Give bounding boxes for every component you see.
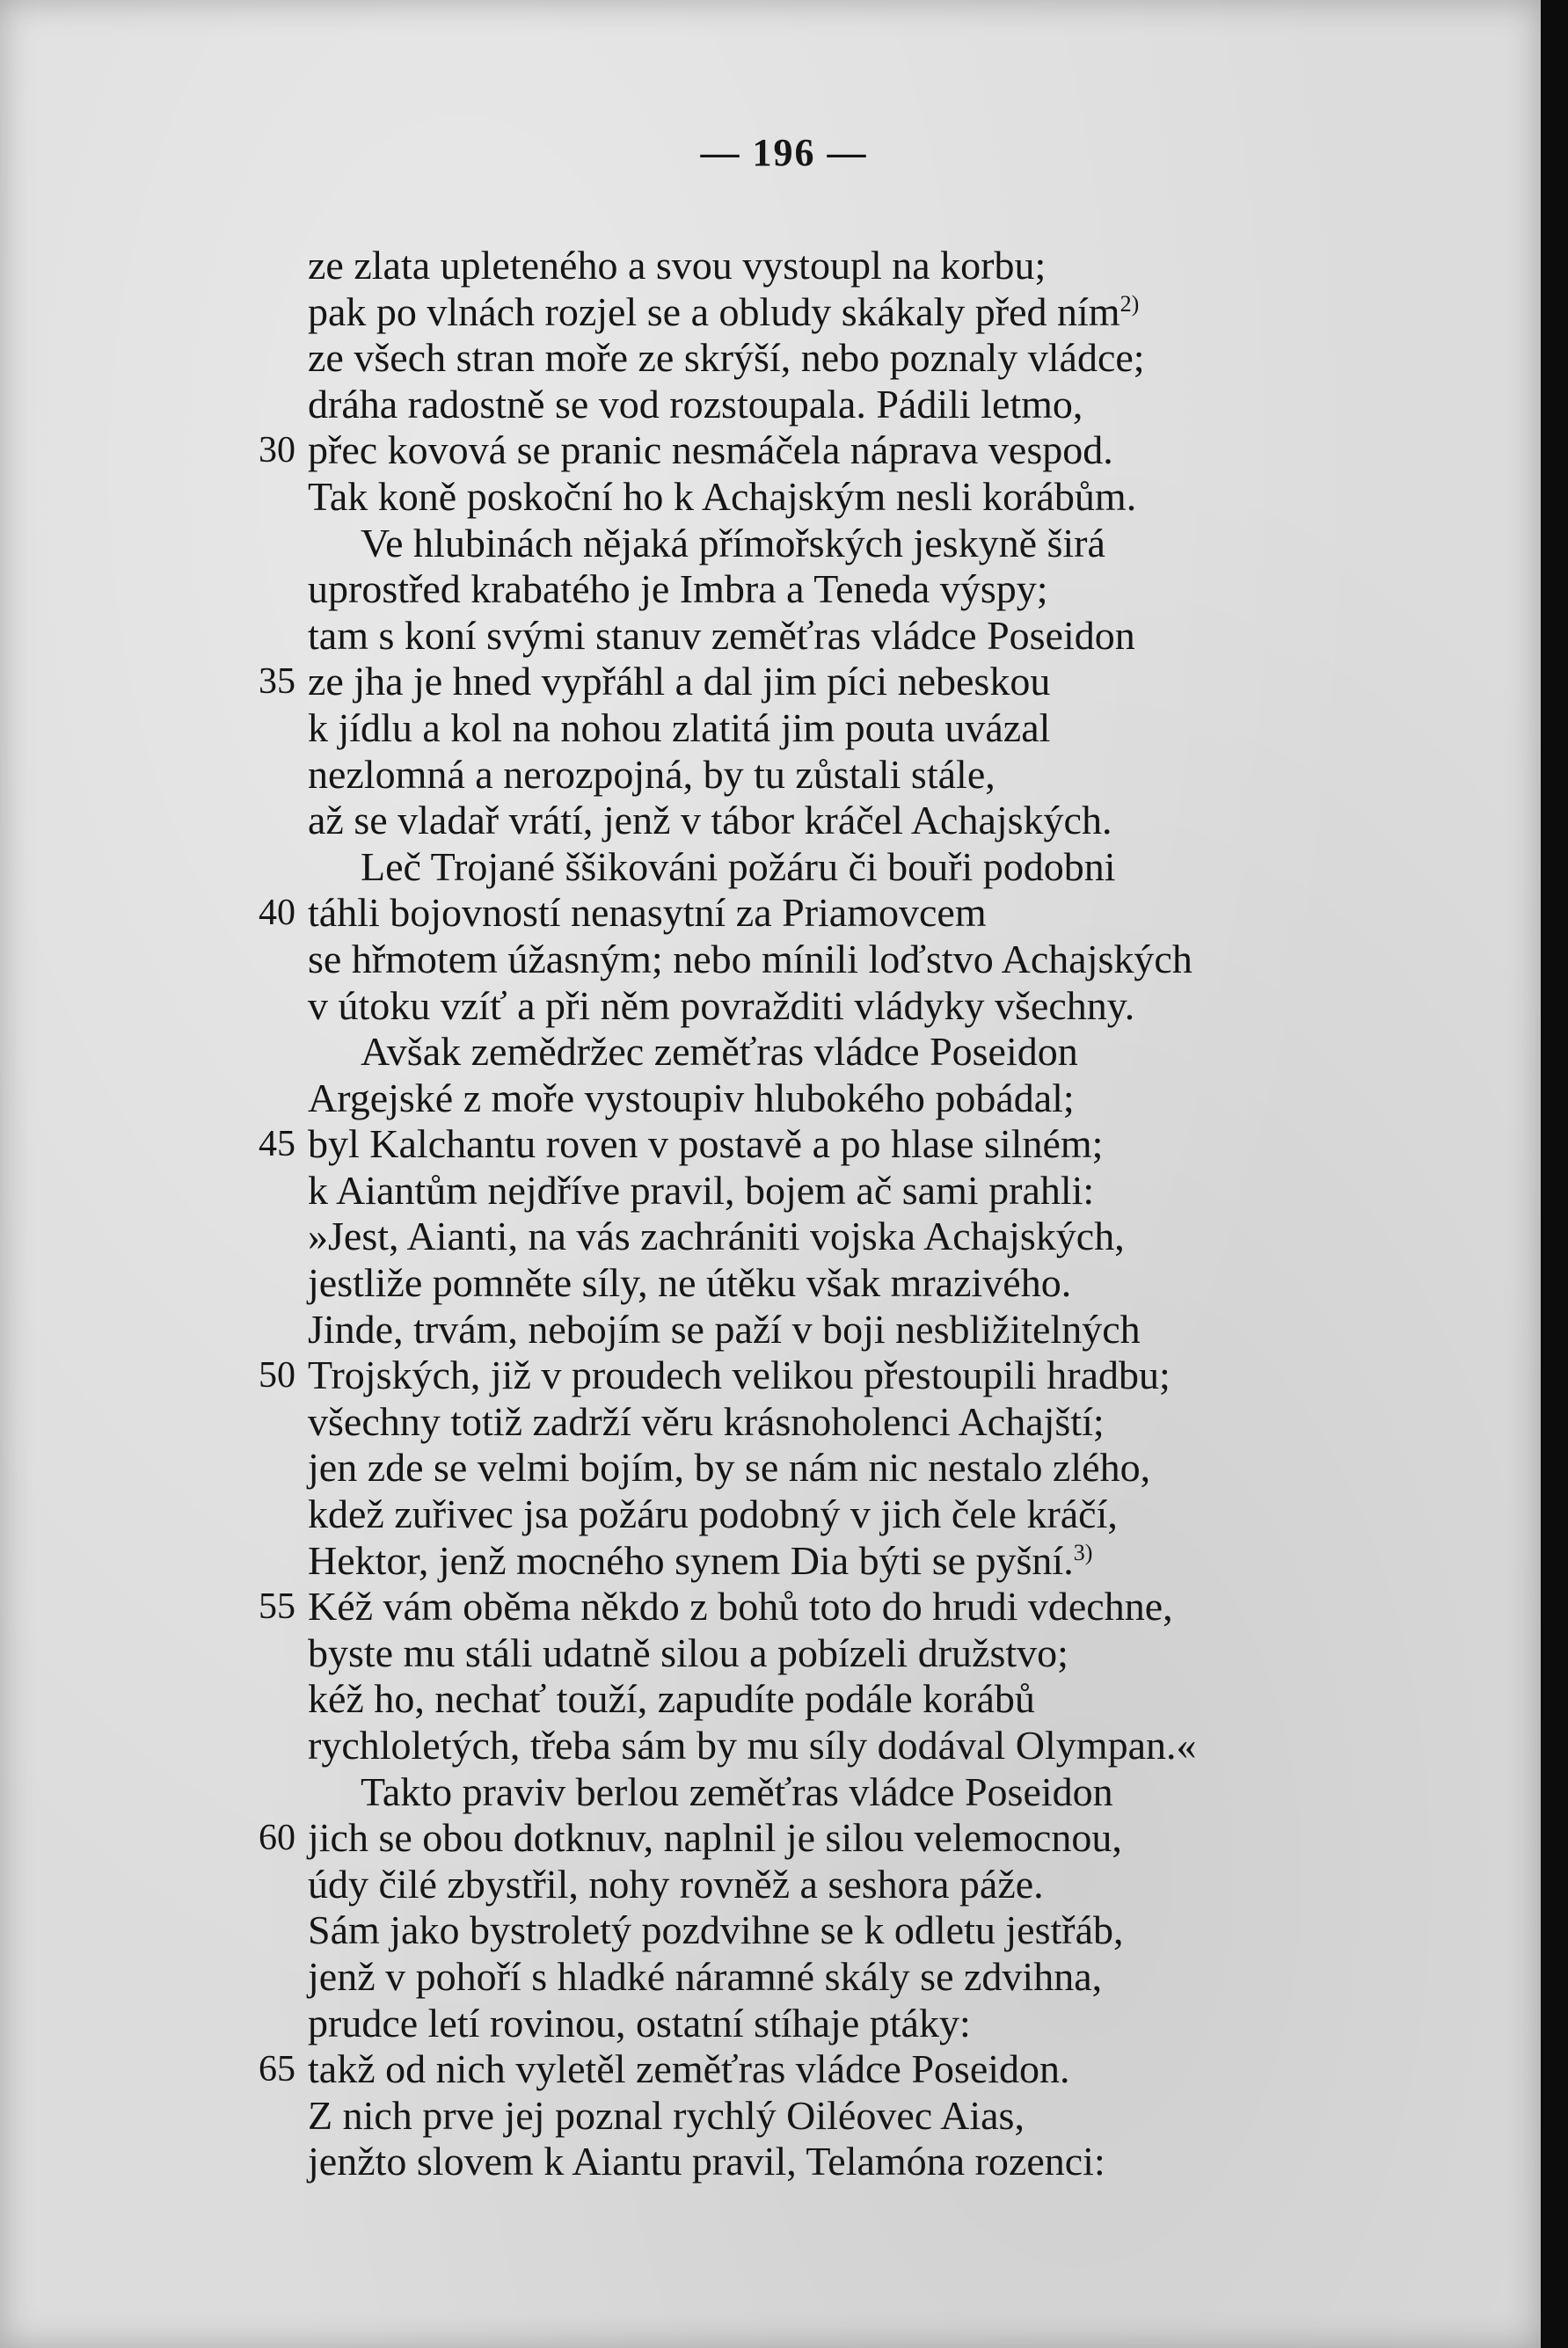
verse-line bbox=[308, 1076, 1451, 1122]
verse-line bbox=[308, 1399, 1451, 1446]
verse-line bbox=[259, 2046, 1451, 2093]
verse-line bbox=[308, 1630, 1451, 1677]
verse-line bbox=[308, 1445, 1451, 1491]
verse-line bbox=[308, 1491, 1451, 1538]
verse-line bbox=[259, 427, 1451, 474]
verse-text: byl Kalchantu roven v postavě a po hlase silném; bbox=[308, 1121, 1104, 1167]
verse-text: tam s koní svými stanuv zeměťras vládce Poseidon bbox=[308, 612, 1135, 658]
verse-text: jenž v pohoří s hladké náramné skály se zdvihna, bbox=[308, 1953, 1103, 1999]
verse-text: jich se obou dotknuv, naplnil je silou velemocnou, bbox=[308, 1815, 1122, 1861]
verse-text: nezlomná a nerozpojná, by tu zůstali stále, bbox=[308, 751, 995, 797]
verse-line bbox=[308, 1168, 1451, 1214]
verse-line bbox=[308, 2001, 1451, 2047]
scan-edge bbox=[1541, 0, 1568, 2348]
verse-text: kdež zuřivec jsa požáru podobný v jich čele kráčí, bbox=[308, 1491, 1118, 1537]
verse-text: Kéž vám oběma někdo z bohů toto do hrudi vdechne, bbox=[308, 1584, 1173, 1630]
verse-text: Jinde, trvám, nebojím se paží v boji nesbližitelných bbox=[308, 1306, 1141, 1352]
verse-line bbox=[308, 844, 1451, 891]
verse-line bbox=[308, 983, 1451, 1030]
verse-line bbox=[308, 613, 1451, 660]
verse-text: Takto praviv berlou zeměťras vládce Poseidon bbox=[361, 1768, 1113, 1814]
verse-text: dráha radostně se vod rozstoupala. Pádili letmo, bbox=[308, 381, 1083, 427]
verse-line bbox=[308, 2093, 1451, 2140]
poem-text bbox=[259, 243, 1451, 2185]
verse-line bbox=[308, 937, 1451, 983]
verse-line bbox=[308, 1260, 1451, 1307]
line-number: 45 bbox=[259, 1124, 295, 1165]
verse-line bbox=[308, 752, 1451, 798]
verse-text: ze jha je hned vypřáhl a dal jim píci nebeskou bbox=[308, 659, 1051, 704]
verse-text: jestliže pomněte síly, ne útěku však mrazivého. bbox=[308, 1260, 1072, 1306]
verse-line bbox=[308, 474, 1451, 521]
line-number: 65 bbox=[259, 2049, 295, 2090]
verse-line bbox=[308, 1307, 1451, 1353]
verse-text: Z nich prve jej poznal rychlý Oiléovec Aias, bbox=[308, 2092, 1025, 2138]
line-number: 50 bbox=[259, 1355, 295, 1396]
verse-line bbox=[259, 1584, 1451, 1630]
line-number: 40 bbox=[259, 893, 295, 934]
verse-line bbox=[308, 289, 1451, 336]
verse-line bbox=[308, 521, 1451, 567]
verse-text: se hřmotem úžasným; nebo mínili loďstvo Achajských bbox=[308, 936, 1192, 981]
verse-text: všechny totiž zadrží věru krásnoholenci Achajští; bbox=[308, 1398, 1105, 1444]
verse-line bbox=[308, 1862, 1451, 1908]
verse-text: Hektor, jenž mocného synem Dia býti se pyšní. bbox=[308, 1537, 1074, 1583]
verse-text: prudce letí rovinou, ostatní stíhaje ptáky: bbox=[308, 2000, 971, 2045]
verse-text: táhli bojovností nenasytní za Priamovcem bbox=[308, 890, 987, 936]
verse-line bbox=[308, 1676, 1451, 1723]
verse-text: k jídlu a kol na nohou zlatitá jim pouta uvázal bbox=[308, 704, 1051, 750]
verse-text: Ve hlubinách nějaká přímořských jeskyně širá bbox=[361, 520, 1105, 565]
verse-text: kéž ho, nechať touží, zapudíte podále korábů bbox=[308, 1676, 1035, 1722]
line-number: 55 bbox=[259, 1586, 295, 1628]
verse-text: Avšak zemědržec zeměťras vládce Poseidon bbox=[361, 1029, 1078, 1075]
verse-line bbox=[308, 335, 1451, 382]
verse-line bbox=[308, 566, 1451, 613]
verse-text: pak po vlnách rozjel se a obludy skákaly před ním bbox=[308, 288, 1120, 334]
verse-line bbox=[308, 1214, 1451, 1260]
verse-text: Trojských, již v proudech velikou přestoupili hradbu; bbox=[308, 1353, 1171, 1398]
verse-text: údy čilé zbystřil, nohy rovněž a seshora páže. bbox=[308, 1861, 1044, 1907]
verse-line bbox=[308, 1538, 1451, 1585]
verse-text: až se vladař vrátí, jenž v tábor kráčel Achajských. bbox=[308, 798, 1112, 843]
verse-text: »Jest, Aianti, na vás zachrániti vojska Achajských, bbox=[308, 1214, 1125, 1259]
verse-line bbox=[308, 382, 1451, 428]
verse-text: ze zlata upleteného a svou vystoupl na korbu; bbox=[308, 243, 1047, 288]
verse-text: uprostřed krabatého je Imbra a Teneda výspy; bbox=[308, 566, 1048, 612]
verse-text: Sám jako bystroletý pozdvihne se k odletu jestřáb, bbox=[308, 1907, 1124, 1953]
verse-line bbox=[308, 1907, 1451, 1954]
verse-text: ze všech stran moře ze skrýší, nebo poznaly vládce; bbox=[308, 335, 1145, 381]
verse-line bbox=[259, 1121, 1451, 1168]
verse-text: byste mu stáli udatně silou a pobízeli družstvo; bbox=[308, 1630, 1068, 1675]
footnote-marker: 3) bbox=[1073, 1539, 1093, 1565]
verse-line bbox=[308, 798, 1451, 844]
verse-text: rychloletých, třeba sám by mu síly dodával Olympan.« bbox=[308, 1723, 1197, 1768]
line-number: 60 bbox=[259, 1818, 295, 1859]
verse-text: jen zde se velmi bojím, by se nám nic nestalo zlého, bbox=[308, 1445, 1151, 1491]
line-number: 35 bbox=[259, 661, 295, 703]
verse-text: Tak koně poskoční ho k Achajským nesli korábům. bbox=[308, 473, 1137, 519]
verse-line bbox=[308, 705, 1451, 752]
verse-line bbox=[308, 1769, 1451, 1816]
verse-line bbox=[308, 1954, 1451, 2001]
verse-line bbox=[259, 1353, 1451, 1399]
verse-text: v útoku vzíť a při něm povražditi vládyky všechny. bbox=[308, 982, 1135, 1028]
page-number: — 196 — bbox=[700, 131, 868, 174]
verse-line bbox=[259, 1815, 1451, 1862]
verse-text: Leč Trojané ššikováni požáru či bouři podobni bbox=[361, 843, 1116, 889]
verse-text: přec kovová se pranic nesmáčela náprava vespod. bbox=[308, 427, 1113, 473]
verse-line bbox=[259, 659, 1451, 705]
verse-line bbox=[308, 1723, 1451, 1769]
verse-line bbox=[308, 243, 1451, 289]
verse-line bbox=[259, 890, 1451, 937]
verse-text: takž od nich vyletěl zeměťras vládce Poseidon. bbox=[308, 2046, 1070, 2092]
verse-text: Argejské z moře vystoupiv hlubokého pobádal; bbox=[308, 1075, 1075, 1120]
verse-text: k Aiantům nejdříve pravil, bojem ač sami prahli: bbox=[308, 1167, 1095, 1213]
line-number: 30 bbox=[259, 430, 295, 471]
footnote-marker: 2) bbox=[1119, 290, 1140, 317]
verse-line bbox=[308, 2139, 1451, 2185]
verse-text: jenžto slovem k Aiantu pravil, Telamóna rozenci: bbox=[308, 2139, 1105, 2184]
verse-line bbox=[308, 1029, 1451, 1076]
